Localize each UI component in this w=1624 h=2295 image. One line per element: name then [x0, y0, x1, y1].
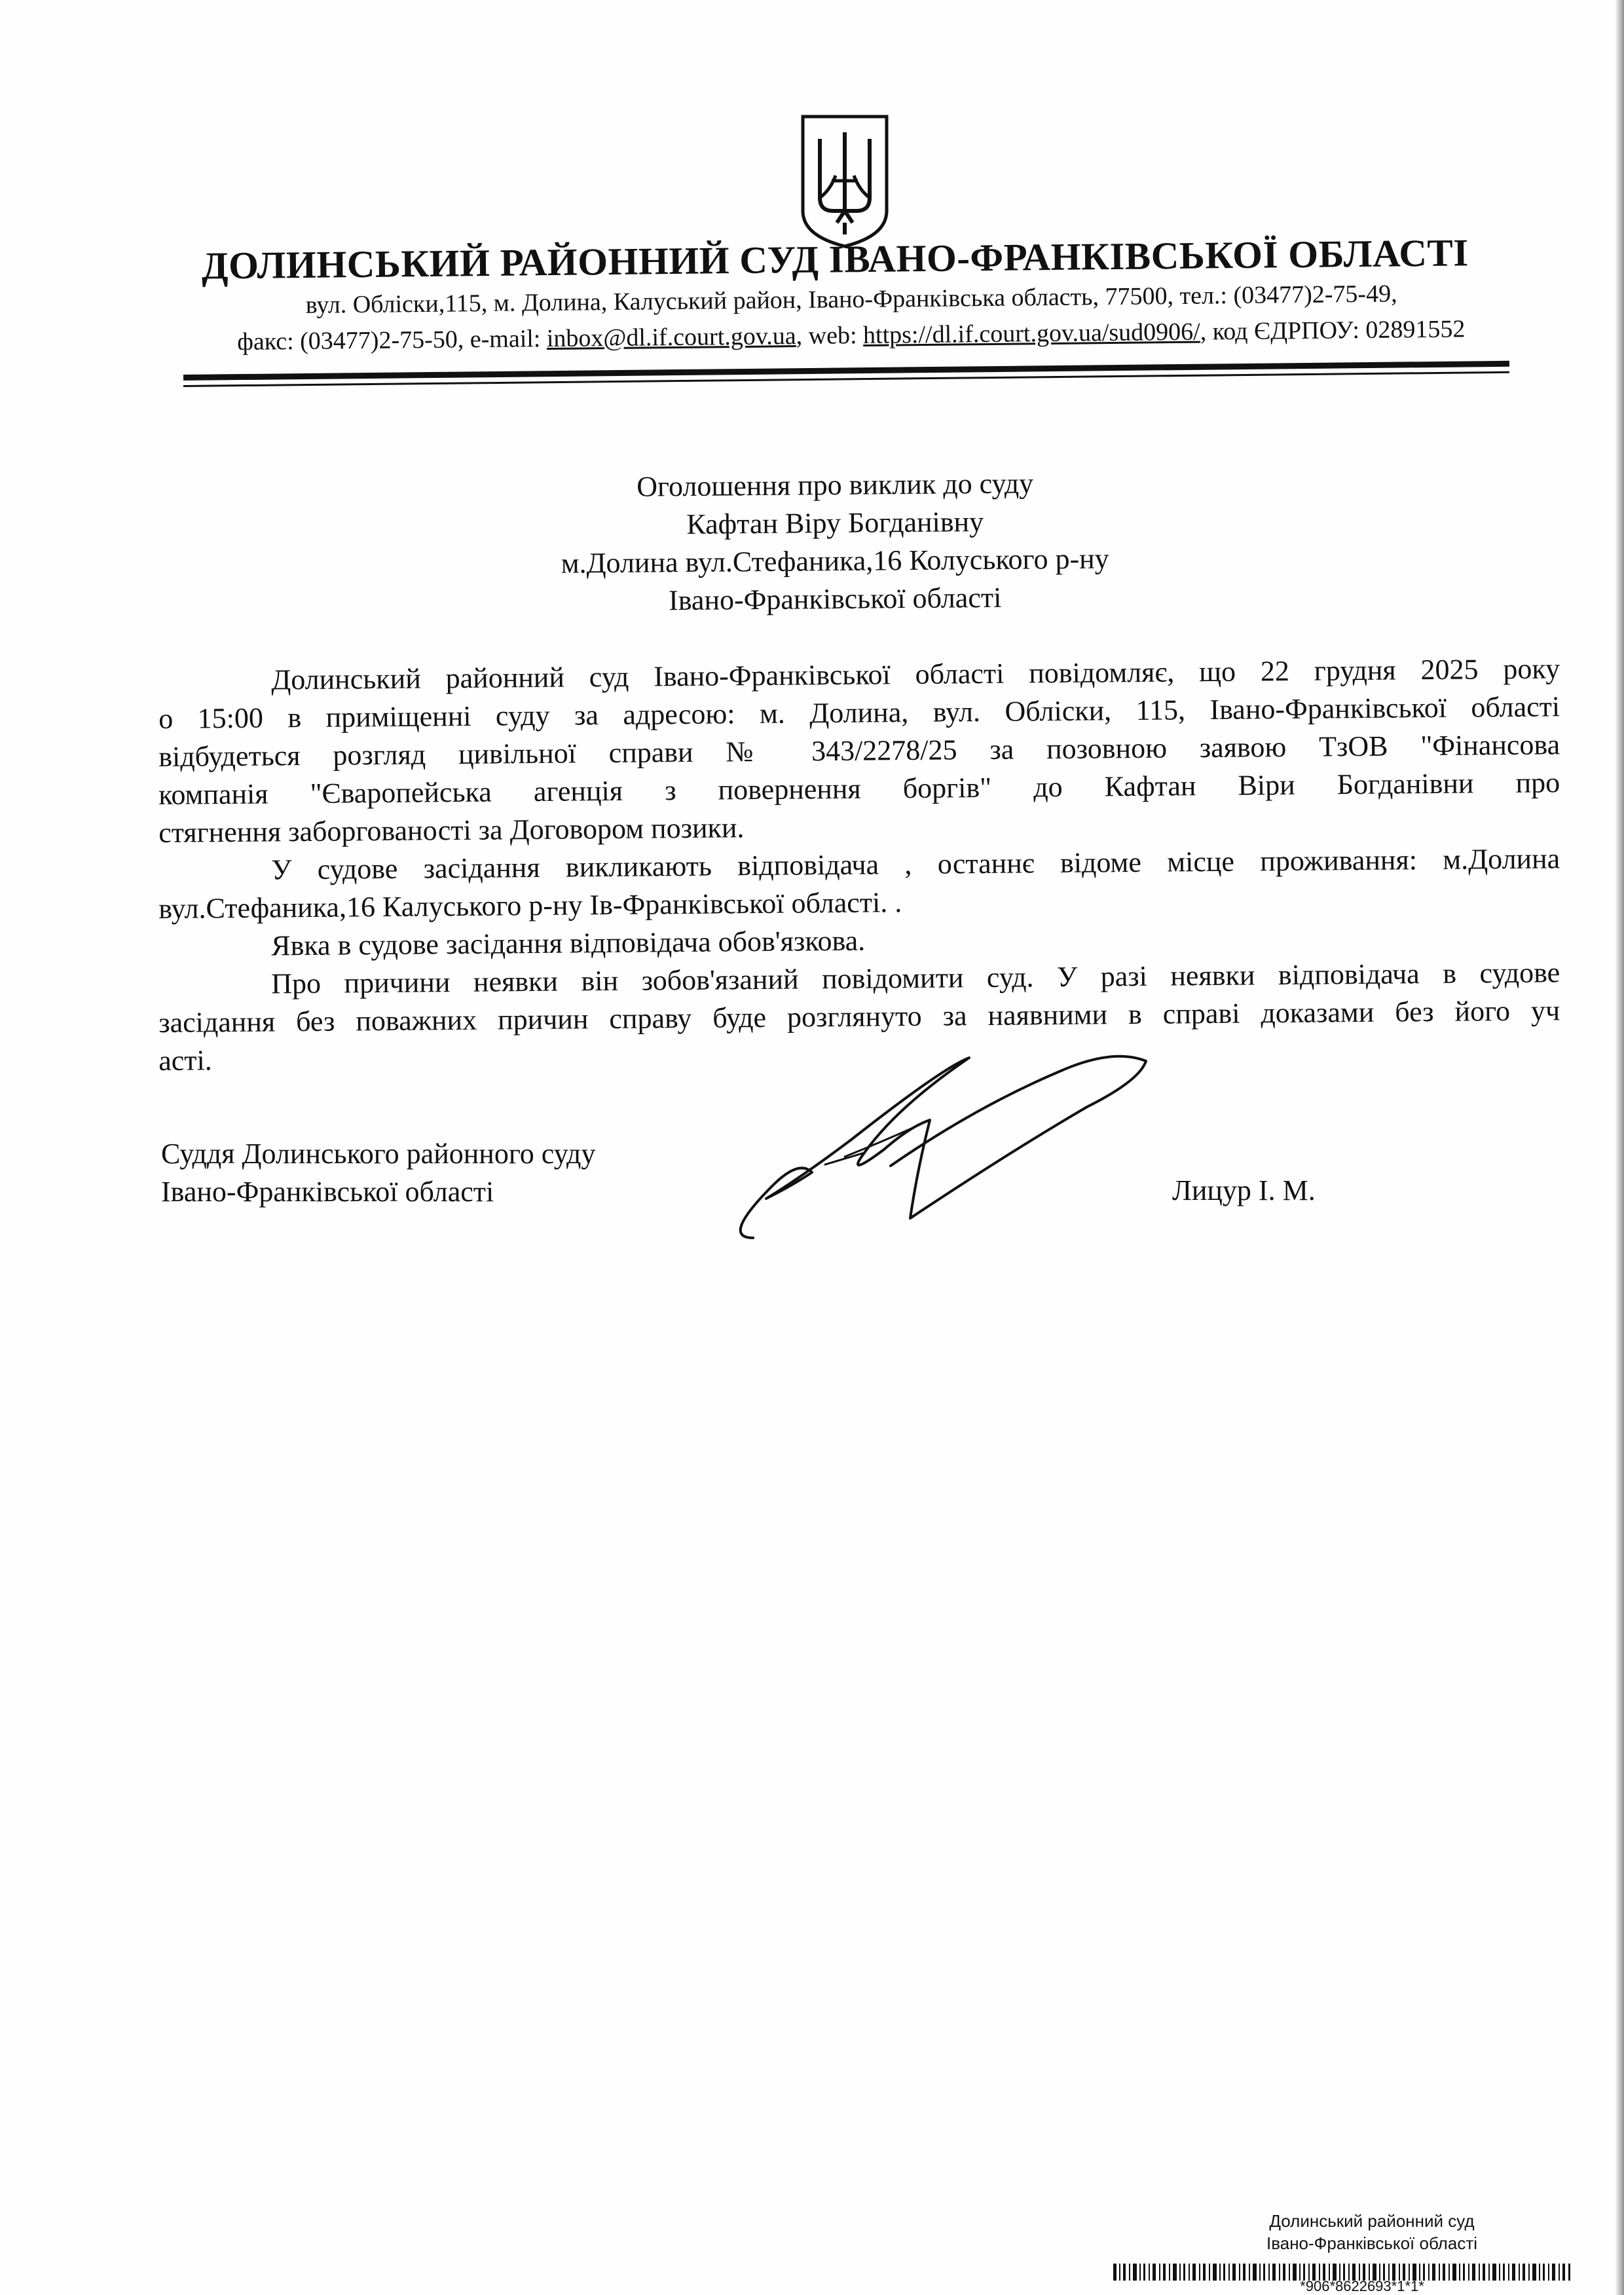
court-address: вул. Обліски,115, м. Долина, Калуський район, Івано-Франківська область, 77500, тел.: (03477)2-75-49,: [305, 280, 1397, 319]
court-contacts: [237, 314, 1468, 356]
body-line: вул.Стефаника,16 Калуського р-ну Ів-Франківської області. .: [158, 886, 902, 925]
notice-addressee: Кафтан Віру Богданівну: [686, 506, 984, 540]
email-link[interactable]: inbox@dl.if.court.gov.ua: [546, 322, 796, 353]
body-line: асті.: [158, 1044, 212, 1077]
fax-prefix: факс: (03477)2-75-50, e-mail:: [237, 325, 547, 356]
notice-region: Івано-Франківської області: [668, 581, 1002, 617]
court-name: ДОЛИНСЬКИЙ РАЙОННИЙ СУД ІВАНО-ФРАНКІВСЬКОЇ ОБЛАСТІ: [201, 231, 1469, 288]
body-line: У судове засідання викликають відповідача , останнє відоме місце проживання: м.Долина: [271, 842, 1560, 886]
body-line: Про причини неявки він зобов'язаний повідомити суд. У разі неявки відповідача в судове: [271, 956, 1560, 1000]
body-line: о 15:00 в приміщенні суду за адресою: м. Долина, вул. Обліски, 115, Івано-Франківської області: [158, 690, 1560, 735]
web-prefix: , web:: [796, 321, 864, 350]
coat-of-arms-icon: [796, 113, 893, 249]
web-link[interactable]: https://dl.if.court.gov.ua/sud0906/: [862, 318, 1200, 349]
body-line: компанія "Єваропейська агенція з повернення боргів" до Кафтан Віри Богданівни про: [158, 766, 1560, 811]
body-line: засідання без поважних причин справу буде розглянуто за наявними в справі доказами без його уч: [158, 994, 1560, 1039]
handwritten-signature: [694, 1022, 1153, 1271]
body-line: відбудеться розгляд цивільної справи № 343/2278/25 за позовною заявою ТзОВ "Фінансова: [158, 728, 1560, 773]
scan-edge-shadow: [1615, 0, 1624, 2295]
notice-title: Оголошення про виклик до суду: [637, 467, 1034, 503]
judge-title: Суддя Долинського районного суду: [161, 1138, 596, 1170]
edrpou-code: , код ЄДРПОУ: 02891552: [1200, 315, 1466, 346]
body-line: Долинський районний суд Івано-Франківської області повідомляє, що 22 грудня 2025 року: [271, 652, 1560, 696]
body-line: Явка в судове засідання відповідача обов'язкова.: [271, 924, 866, 962]
barcode-number: *906*8622693*1*1*: [1300, 2278, 1424, 2294]
judge-name: Лицур І. М.: [1172, 1174, 1316, 1206]
stamp-court-region: Івано-Франківської області: [1266, 2233, 1478, 2253]
judge-court: Івано-Франківської області: [161, 1176, 494, 1208]
notice-address: м.Долина вул.Стефаника,16 Колуського р-ну: [561, 542, 1109, 580]
stamp-court-name: Долинський районний суд: [1269, 2211, 1475, 2231]
body-line: стягнення заборгованості за Договором позики.: [158, 812, 745, 849]
